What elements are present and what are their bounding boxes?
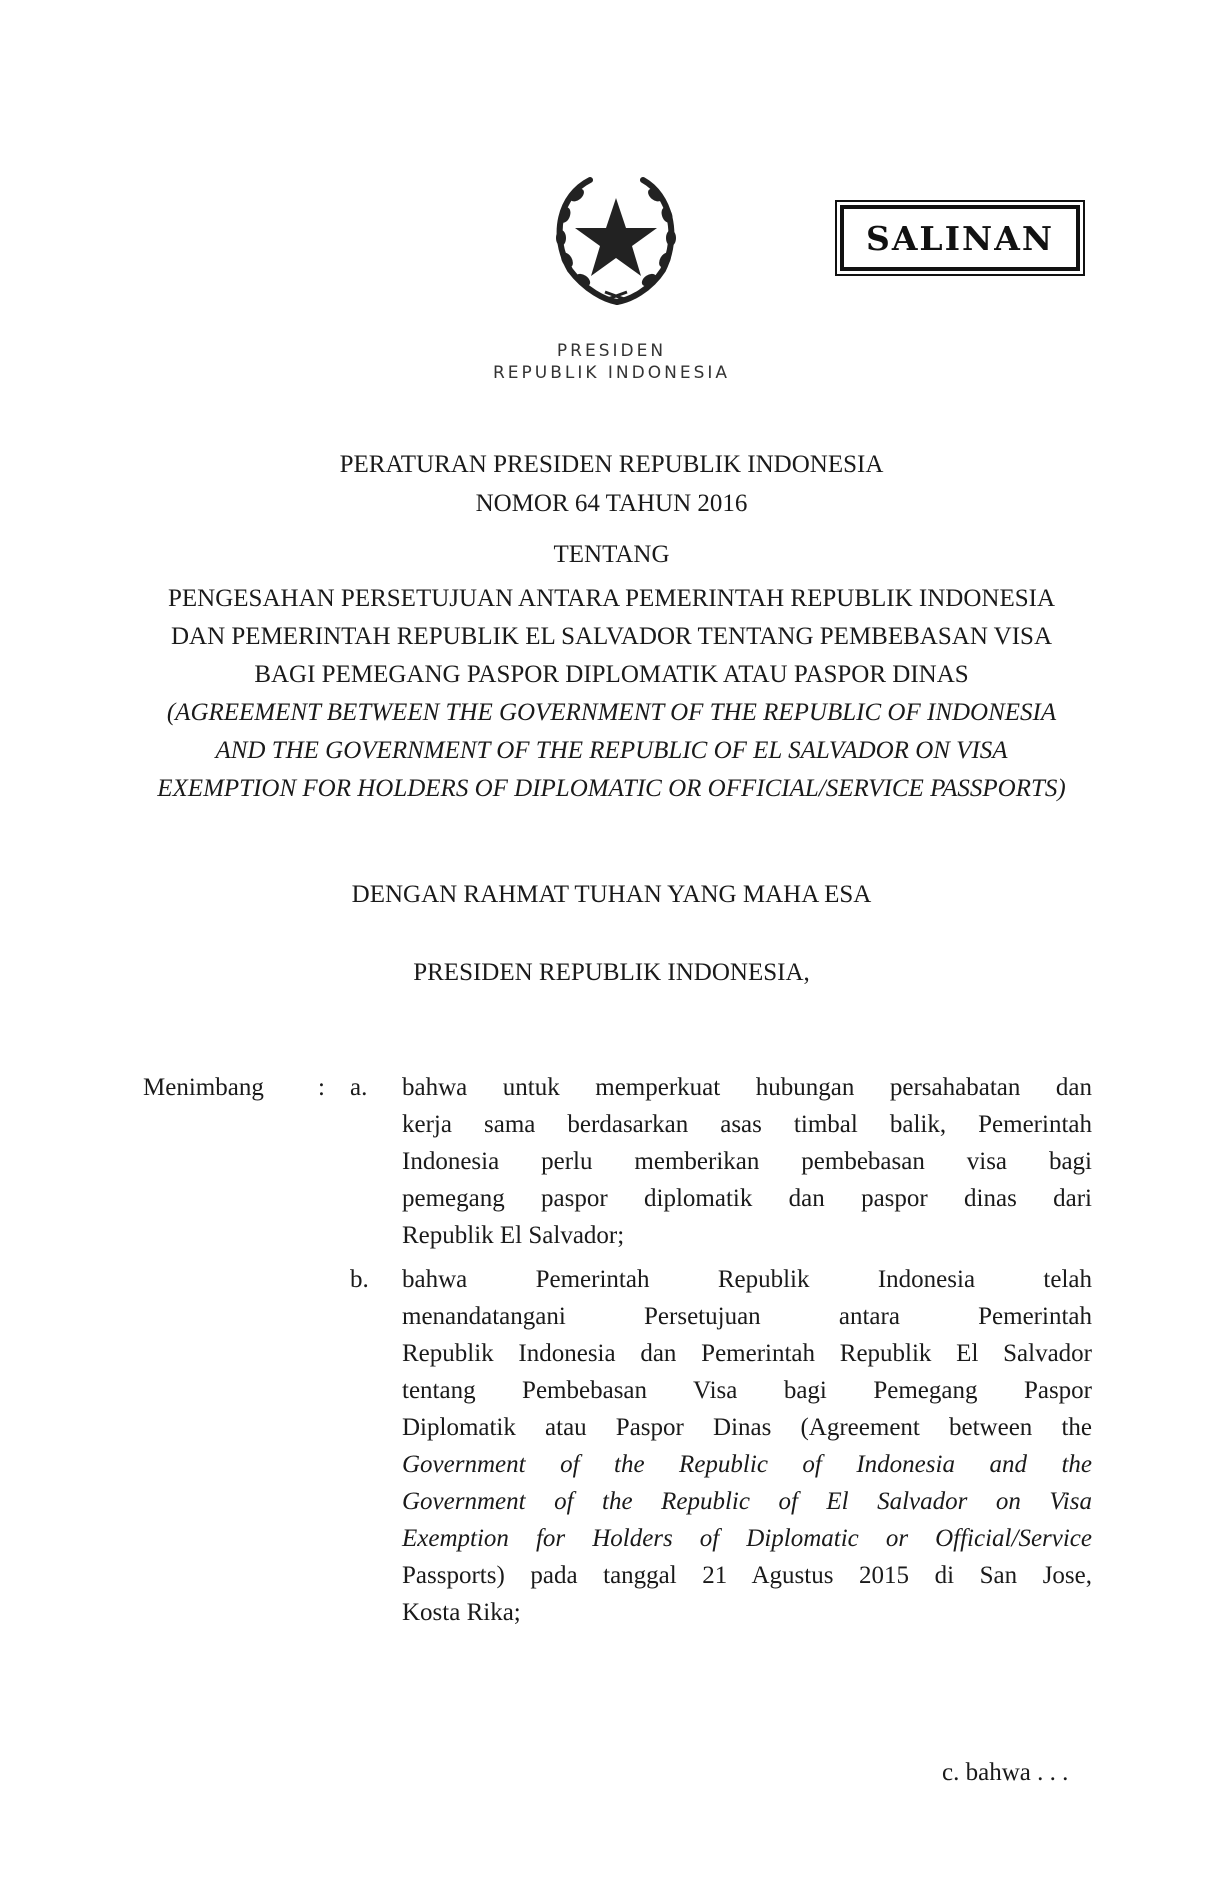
item-b-line: Passports) pada tanggal 21 Agustus 2015 di San Jose,: [402, 1562, 1092, 1589]
salinan-stamp: [840, 205, 1080, 271]
seal-caption-line2: REPUBLIK INDONESIA: [492, 363, 731, 383]
regulation-number: NOMOR 64 TAHUN 2016: [475, 490, 748, 517]
item-a-line: pemegang paspor diplomatik dan paspor dinas dari: [402, 1185, 1092, 1212]
english-title-line-3: EXEMPTION FOR HOLDERS OF DIPLOMATIC OR OFFICIAL/SERVICE PASSPORTS): [157, 775, 1066, 802]
item-a-line: Indonesia perlu memberikan pembebasan visa bagi: [402, 1148, 1092, 1175]
tentang-heading: TENTANG: [553, 541, 670, 568]
item-a-line: Republik El Salvador;: [402, 1222, 625, 1249]
item-b-line: Government of the Republic of Indonesia and the: [402, 1451, 1092, 1478]
subject-line-2: DAN PEMERINTAH REPUBLIK EL SALVADOR TENTANG PEMBEBASAN VISA: [170, 623, 1053, 650]
item-a-text: [402, 1069, 1092, 1254]
regulation-title: PERATURAN PRESIDEN REPUBLIK INDONESIA: [339, 451, 884, 478]
subject-line-3: BAGI PEMEGANG PASPOR DIPLOMATIK ATAU PASPOR DINAS: [254, 661, 969, 688]
item-b-line: bahwa Pemerintah Republik Indonesia telah: [402, 1266, 1092, 1293]
item-b-marker: b.: [350, 1266, 369, 1293]
item-b-line: tentang Pembebasan Visa bagi Pemegang Paspor: [402, 1377, 1092, 1404]
menimbang-colon: :: [318, 1074, 325, 1101]
invocation: DENGAN RAHMAT TUHAN YANG MAHA ESA: [351, 881, 872, 908]
issuer: PRESIDEN REPUBLIK INDONESIA,: [413, 959, 810, 986]
item-a-line: kerja sama berdasarkan asas timbal balik, Pemerintah: [402, 1111, 1092, 1138]
star-wreath-icon: [535, 160, 695, 310]
continuation-marker: c. bahwa . . .: [942, 1759, 1069, 1786]
english-title-line-1: (AGREEMENT BETWEEN THE GOVERNMENT OF THE REPUBLIC OF INDONESIA: [166, 699, 1057, 726]
menimbang-label: Menimbang: [143, 1074, 264, 1101]
subject-line-1: PENGESAHAN PERSETUJUAN ANTARA PEMERINTAH REPUBLIK INDONESIA: [168, 585, 1055, 612]
item-b-line: Government of the Republic of El Salvador on Visa: [402, 1488, 1092, 1515]
item-b-line: Republik Indonesia dan Pemerintah Republik El Salvador: [402, 1340, 1092, 1367]
item-b-line: Diplomatik atau Paspor Dinas (Agreement between the: [402, 1414, 1092, 1441]
item-b-line: Exemption for Holders of Diplomatic or Official/Service: [402, 1525, 1092, 1552]
stamp-label: SALINAN: [865, 218, 1054, 258]
item-b-line: Kosta Rika;: [402, 1599, 521, 1626]
item-a-marker: a.: [350, 1074, 368, 1101]
seal-caption-line1: PRESIDEN: [556, 341, 667, 361]
item-b-line: menandatangani Persetujuan antara Pemerintah: [402, 1303, 1092, 1330]
item-b-text: [402, 1261, 1092, 1631]
item-a-line: bahwa untuk memperkuat hubungan persahabatan dan: [402, 1074, 1092, 1101]
presidential-emblem: [535, 160, 695, 310]
english-title-line-2: AND THE GOVERNMENT OF THE REPUBLIC OF EL SALVADOR ON VISA: [215, 737, 1008, 764]
